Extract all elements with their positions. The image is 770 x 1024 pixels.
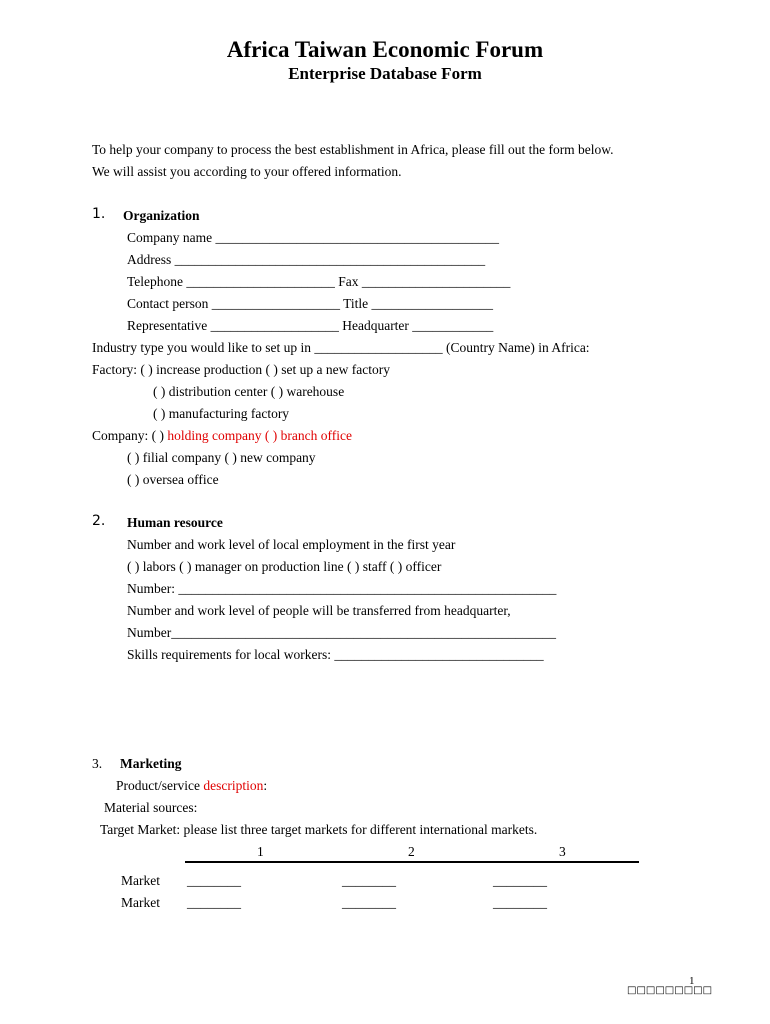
market-cell[interactable]: ________ [187,873,241,888]
footer-placeholder-glyphs: □□□□□□□□□ [627,985,713,996]
market-cell[interactable]: ________ [493,873,547,888]
industry-type-field[interactable]: Industry type you would like to set up in ___________________ (Country Name) in Africa: [92,340,590,355]
market-row-label: Market [121,895,160,910]
hr-number-field[interactable]: Number: ________________________________________________________ [127,581,557,596]
market-column-3: 3 [559,844,566,859]
market-cell[interactable]: ________ [187,895,241,910]
telephone-fax-field[interactable]: Telephone ______________________ Fax ______________________ [127,274,511,289]
company-options-2[interactable]: ( ) filial company ( ) new company [127,450,316,465]
intro-line-1: To help your company to process the best establishment in Africa, please fill out the form below. [92,142,614,157]
section-1-heading: Organization [123,208,200,223]
factory-options-2[interactable]: ( ) distribution center ( ) warehouse [153,384,345,399]
company-label: Company: ( ) [92,428,164,443]
market-row-label: Market [121,873,160,888]
product-colon: : [263,778,268,793]
target-market-instruction: Target Market: please list three target markets for different international markets. [100,822,538,837]
page-number: 1 [689,975,695,987]
product-label: Product/service [116,778,204,793]
section-3-heading: Marketing [120,756,182,771]
page-subtitle: Enterprise Database Form [288,64,482,83]
product-description-red: description [203,778,264,793]
factory-options-3[interactable]: ( ) manufacturing factory [153,406,290,421]
representative-headquarter-field[interactable]: Representative ___________________ Headquarter ____________ [127,318,494,333]
market-cell[interactable]: ________ [342,895,396,910]
material-sources-field[interactable]: Material sources: [104,800,198,815]
skills-requirements-field[interactable]: Skills requirements for local workers: _______________________________ [127,647,544,662]
section-2-number: 2. [92,513,106,529]
address-field[interactable]: Address ______________________________________________ [127,252,486,267]
product-description-field[interactable] [116,778,267,794]
contact-title-field[interactable]: Contact person ___________________ Title __________________ [127,296,494,311]
hr-level-options[interactable]: ( ) labors ( ) manager on production line ( ) staff ( ) officer [127,559,442,574]
table-header-rule [185,861,639,863]
company-options-3[interactable]: ( ) oversea office [127,472,219,487]
market-column-1: 1 [257,844,264,859]
market-cell[interactable]: ________ [493,895,547,910]
section-1-number: 1. [92,206,106,222]
market-column-2: 2 [408,844,415,859]
company-options-1[interactable] [92,428,352,444]
hr-line-1: Number and work level of local employment in the first year [127,537,456,552]
section-2-heading: Human resource [127,515,223,530]
factory-options-1[interactable]: Factory: ( ) increase production ( ) set up a new factory [92,362,391,377]
company-red-options[interactable]: holding company ( ) branch office [164,428,352,443]
hr-line-4: Number and work level of people will be transferred from headquarter, [127,603,511,618]
section-3-number: 3. [92,756,103,771]
market-cell[interactable]: ________ [342,873,396,888]
page-title: Africa Taiwan Economic Forum [226,37,544,62]
intro-line-2: We will assist you according to your offered information. [92,164,402,179]
hr-number-field-2[interactable]: Number_________________________________________________________ [127,625,556,640]
company-name-field[interactable]: Company name __________________________________________ [127,230,499,245]
